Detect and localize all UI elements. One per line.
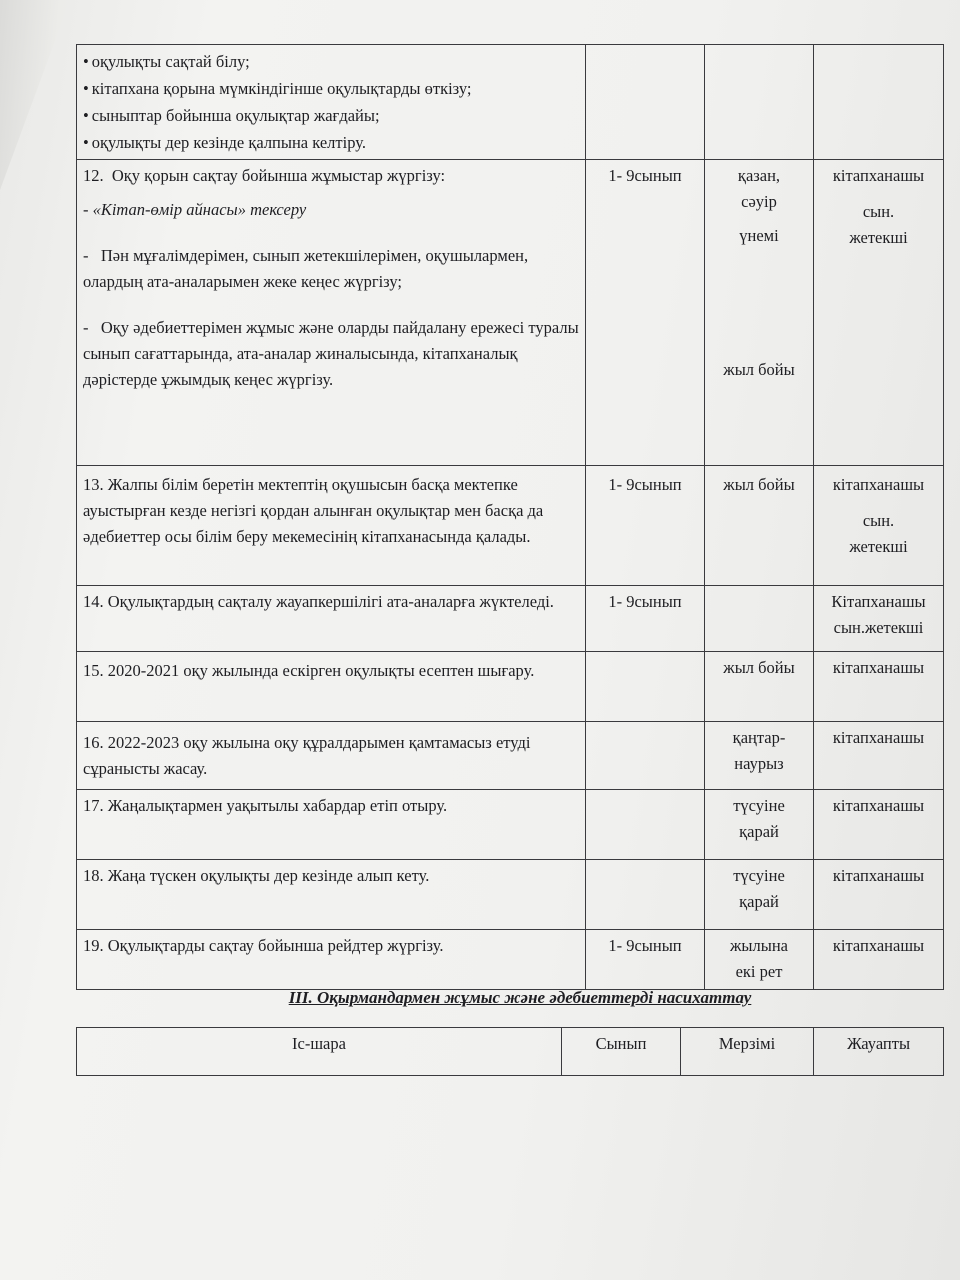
list-item: - «Кітап-өмір айнасы» тексеру [83, 200, 307, 219]
responsible-cell: кітапханашы [814, 930, 944, 990]
column-header-event: Іс-шара [77, 1028, 562, 1076]
term-cell: жыл бойы [705, 652, 814, 722]
column-header-responsible: Жауапты [814, 1028, 944, 1076]
responsible-cell: кітапханашы сын. жетекші [814, 160, 944, 466]
responsible-cell: кітапханашы сын. жетекші [814, 466, 944, 586]
event-cell: 13. Жалпы білім беретін мектептің оқушысын басқа мектепке ауыстырған кезде негізгі қордан алынған оқулықтар мен басқа да әдебиеттер осы білім беру мекемесінің кітапханасында қалады. [77, 466, 586, 586]
event-cell: 17. Жаңалықтармен уақытылы хабардар етіп отыру. [77, 790, 586, 860]
row-number: 12. [83, 166, 104, 185]
responsible-cell: Кітапханашы сын.жетекші [814, 586, 944, 652]
responsible-cell: кітапханашы [814, 722, 944, 790]
section-title: III. Оқырмандармен жұмыс және әдебиеттерді насихаттау [288, 988, 752, 1007]
list-item: • кітапхана қорына мүмкіндігінше оқулықтарды өткізу; [83, 75, 579, 102]
plan-table [76, 44, 944, 990]
event-cell: 15. 2020-2021 оқу жылында ескірген оқулықты есептен шығару. [77, 652, 586, 722]
class-cell [586, 45, 705, 160]
term-cell: қаңтар- наурыз [705, 722, 814, 790]
term-cell [705, 45, 814, 160]
list-item: • оқулықты дер кезінде қалпына келтіру. [83, 129, 579, 156]
term-cell: жылына екі рет [705, 930, 814, 990]
table-row [77, 586, 944, 652]
column-header-class: Сынып [562, 1028, 681, 1076]
table-row [77, 652, 944, 722]
class-cell: 1- 9сынып [586, 466, 705, 586]
responsible-cell: кітапханашы [814, 652, 944, 722]
responsible-cell [814, 45, 944, 160]
class-cell: 1- 9сынып [586, 160, 705, 466]
bullet-list-cell [77, 45, 586, 160]
term-cell: жыл бойы [705, 466, 814, 586]
table-row [77, 45, 944, 160]
table-row [77, 466, 944, 586]
event-cell: 19. Оқулықтарды сақтау бойынша рейдтер жүргізу. [77, 930, 586, 990]
row-title-text: Оқу қорын сақтау бойынша жұмыстар жүргізу: [111, 166, 446, 185]
term-cell: түсуіне қарай [705, 860, 814, 930]
term-cell: түсуіне қарай [705, 790, 814, 860]
list-item: • оқулықты сақтай білу; [83, 48, 579, 75]
list-item: • сыныптар бойынша оқулықтар жағдайы; [83, 102, 579, 129]
class-cell [586, 860, 705, 930]
section-header-table [76, 1027, 944, 1076]
class-cell: 1- 9сынып [586, 586, 705, 652]
event-cell: 14. Оқулықтардың сақталу жауапкершілігі ата-аналарға жүктеледі. [77, 586, 586, 652]
table-row [77, 860, 944, 930]
responsible-cell: кітапханашы [814, 790, 944, 860]
column-header-term: Мерзімі [681, 1028, 814, 1076]
class-cell [586, 790, 705, 860]
term-cell: қазан, сәуір үнемі жыл бойы [705, 160, 814, 466]
class-cell [586, 652, 705, 722]
table-row [77, 790, 944, 860]
event-cell: 18. Жаңа түскен оқулықты дер кезінде алып кету. [77, 860, 586, 930]
class-cell [586, 722, 705, 790]
responsible-cell: кітапханашы [814, 860, 944, 930]
term-cell [705, 586, 814, 652]
list-item: - Оқу әдебиеттерімен жұмыс және оларды пайдалану ережесі туралы сынып сағаттарында, ата-аналар жиналысында, кітапханалық дәрістерде ұжымдық кеңес жүргізу. [83, 318, 579, 389]
event-cell: 16. 2022-2023 оқу жылына оқу құралдарымен қамтамасыз етуді сұранысты жасау. [77, 722, 586, 790]
table-row [77, 160, 944, 466]
table-header-row [77, 1028, 944, 1076]
class-cell: 1- 9сынып [586, 930, 705, 990]
row-title [83, 163, 579, 189]
list-item: - Пән мұғалімдерімен, сынып жетекшілерімен, оқушылармен, олардың ата-аналарымен жеке кеңес жүргізу; [83, 246, 529, 291]
event-cell [77, 160, 586, 466]
table-row [77, 930, 944, 990]
table-row [77, 722, 944, 790]
